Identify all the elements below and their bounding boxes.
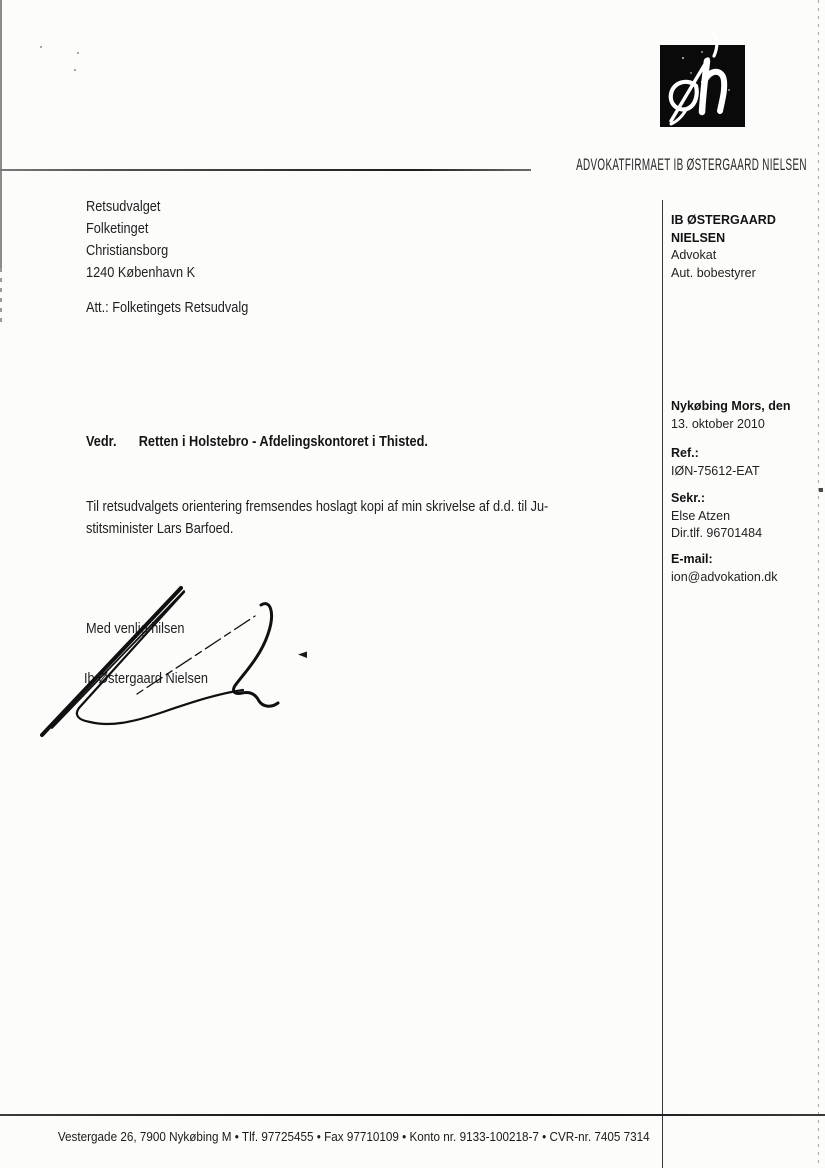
lawyer-authorization: Aut. bobestyrer — [671, 265, 756, 280]
sidebar-lawyer-block — [671, 212, 819, 282]
lawyer-name-line2: NIELSEN — [671, 230, 726, 245]
footer-rule — [0, 1114, 825, 1116]
signer-name: Ib Østergaard Nielsen — [84, 670, 209, 687]
sidebar-ref-block — [671, 445, 819, 480]
subject-text: Retten i Holstebro - Afdelingskontoret i Thisted. — [138, 433, 428, 450]
firm-monogram-logo-icon — [655, 28, 755, 133]
recipient-line: Folketinget — [86, 220, 149, 237]
ref-label: Ref.: — [671, 446, 699, 460]
ref-value: IØN-75612-EAT — [671, 463, 760, 478]
paragraph-line: stitsminister Lars Barfoed. — [86, 519, 234, 537]
secretary-phone: Dir.tlf. 96701484 — [671, 526, 763, 540]
sidebar-secretary-block — [671, 490, 819, 543]
date-place-label: Nykøbing Mors, den — [671, 399, 791, 413]
body-paragraph — [86, 496, 548, 539]
letter-date: 13. oktober 2010 — [671, 416, 765, 431]
email-label: E-mail: — [671, 552, 713, 566]
footer-contact-line — [25, 1129, 680, 1144]
recipient-address-block — [86, 196, 195, 284]
letterhead-rule — [0, 169, 531, 171]
handwritten-signature — [15, 578, 355, 753]
scan-speck — [819, 488, 823, 492]
sidebar-email-block — [671, 551, 819, 586]
paragraph-line: Til retsudvalgets orientering fremsendes hoslagt kopi af min skrivelse af d.d. til Ju- — [86, 498, 549, 515]
lawyer-name-line1: IB ØSTERGAARD — [671, 213, 776, 227]
subject-line — [86, 433, 428, 450]
sidebar-date-block — [671, 398, 819, 433]
sidebar-divider-line — [662, 200, 663, 1168]
scan-speck — [40, 46, 42, 48]
secretary-name: Else Atzen — [671, 508, 731, 523]
subject-label: Vedr. — [86, 433, 117, 450]
scan-arrow-artifact — [298, 651, 308, 659]
scan-speck — [77, 52, 79, 54]
scan-left-edge-line — [0, 0, 2, 268]
scan-speck — [74, 69, 76, 71]
secretary-label: Sekr.: — [671, 491, 706, 505]
footer-contact-text: Vestergade 26, 7900 Nykøbing M • Tlf. 97725455 • Fax 97710109 • Konto nr. 9133-100218-7 • CVR-nr. 7405 7314 — [57, 1129, 650, 1144]
email-address: ion@advokation.dk — [671, 569, 778, 584]
firm-name: ADVOKATFIRMAET IB ØSTERGAARD NIELSEN — [576, 155, 807, 174]
scan-left-edge-dashes — [0, 268, 2, 326]
attention-line: Att.: Folketingets Retsudvalg — [86, 299, 249, 316]
closing-salutation: Med venlig hilsen — [86, 620, 185, 637]
recipient-line: 1240 København K — [86, 264, 196, 281]
lawyer-role: Advokat — [671, 248, 717, 262]
recipient-line: Christiansborg — [86, 242, 169, 259]
recipient-line: Retsudvalget — [86, 198, 161, 215]
